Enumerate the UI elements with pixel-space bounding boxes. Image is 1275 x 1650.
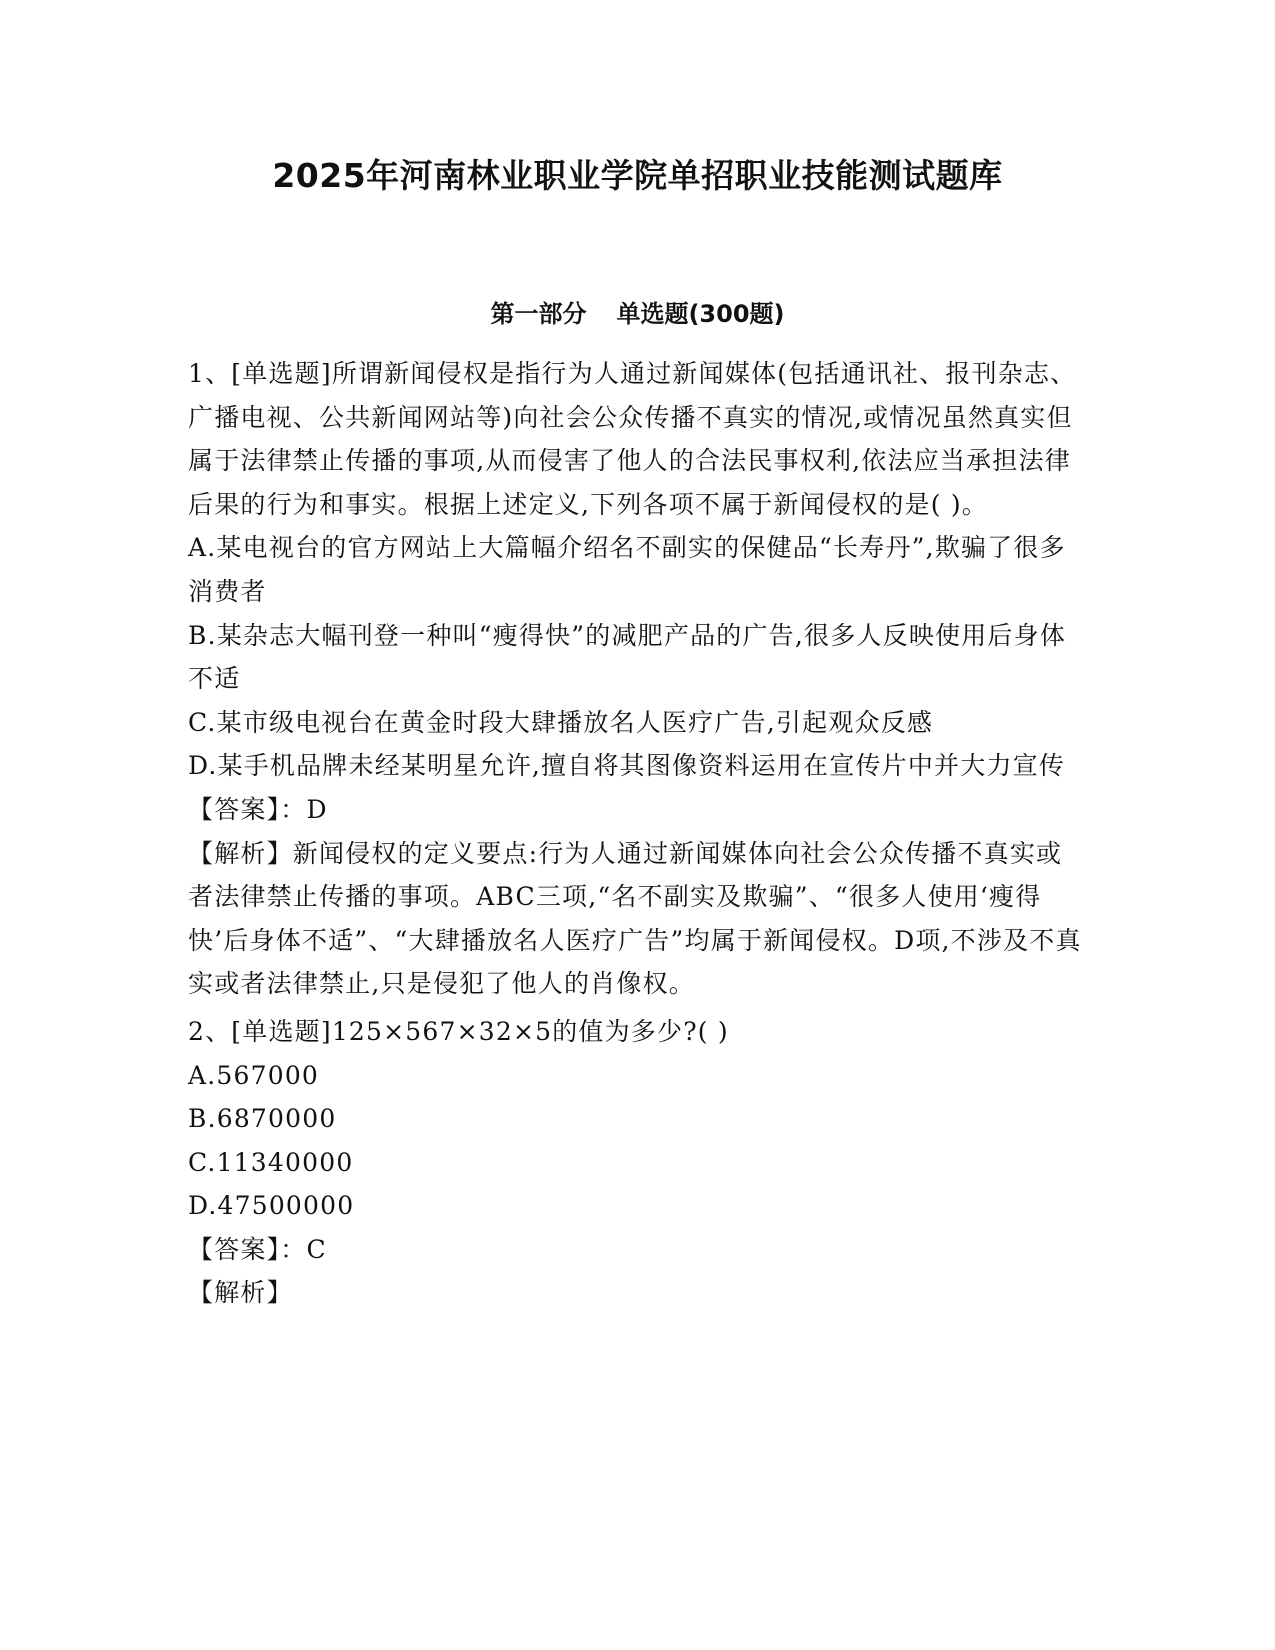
section-name: 单选题(300题) — [616, 300, 785, 328]
question-1 — [188, 352, 1088, 1006]
question-2 — [188, 1010, 1088, 1315]
option-c: C.11340000 — [188, 1147, 354, 1177]
question-stem: 2、[单选题]125×567×32×5的值为多少?( ) — [188, 1016, 729, 1046]
answer: 【答案】：C — [188, 1234, 327, 1264]
option-a: A.某电视台的官方网站上大篇幅介绍名不副实的保健品“长寿丹”,欺骗了很多消费者 — [188, 533, 1066, 606]
question-stem: 1、[单选题]所谓新闻侵权是指行为人通过新闻媒体(包括通讯社、报刊杂志、广播电视、公共新闻网站等)向社会公众传播不真实的情况,或情况虽然真实但属于法律禁止传播的事项,从而侵害了他人的合法民事权利,依法应当承担法律后果的行为和事实。根据上述定义,下列各项不属于新闻侵权的是( )。 — [188, 359, 1077, 519]
option-d: D.某手机品牌未经某明星允许,擅自将其图像资料运用在宣传片中并大力宣传 — [188, 751, 1066, 781]
analysis: 【解析】 — [188, 1278, 293, 1308]
document-title: 2025年河南林业职业学院单招职业技能测试题库 — [272, 156, 1003, 195]
question-list — [188, 352, 1088, 1315]
section-heading — [0, 294, 1275, 329]
option-b: B.某杂志大幅刊登一种叫“瘦得快”的减肥产品的广告,很多人反映使用后身体不适 — [188, 620, 1067, 694]
option-d: D.47500000 — [188, 1191, 355, 1221]
option-c: C.某市级电视台在黄金时段大肆播放名人医疗广告,引起观众反感 — [188, 707, 934, 737]
analysis: 【解析】新闻侵权的定义要点:行为人通过新闻媒体向社会公众传播不真实或者法律禁止传播的事项。ABC三项,“名不副实及欺骗”、“很多人使用‘瘦得快’后身体不适”、“大肆播放名人医疗广告”均属于新闻侵权。D项,不涉及不真实或者法律禁止,只是侵犯了他人的肖像权。 — [188, 838, 1082, 999]
option-a: A.567000 — [188, 1060, 320, 1090]
section-part: 第一部分 — [490, 300, 587, 328]
option-b: B.6870000 — [188, 1104, 337, 1134]
answer: 【答案】：D — [188, 794, 328, 824]
